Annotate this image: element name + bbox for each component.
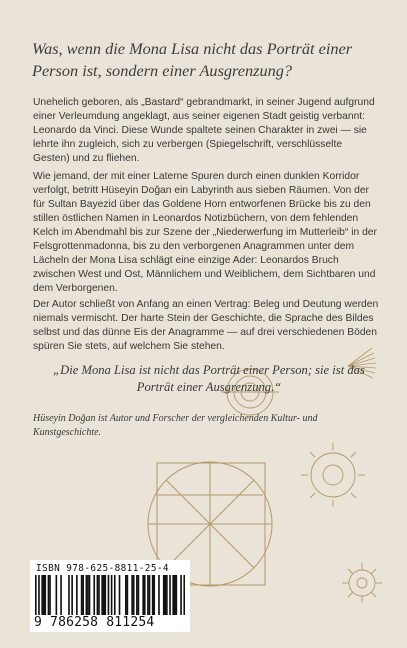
barcode-bar	[108, 575, 110, 615]
barcode-bar	[180, 575, 182, 615]
barcode-bar	[87, 575, 89, 615]
barcode-bar	[114, 575, 116, 615]
barcode-bar	[164, 575, 166, 615]
barcode-bar	[127, 575, 129, 615]
barcode-bar	[133, 575, 135, 615]
headline: Was, wenn die Mona Lisa nicht das Porträt einer Person ist, sondern einer Ausgrenzung?	[32, 39, 353, 80]
barcode-bar	[138, 575, 140, 615]
barcode-bar	[82, 575, 84, 615]
barcode-bar	[163, 575, 165, 615]
barcode-bar	[111, 575, 113, 615]
barcode-bar	[81, 575, 83, 615]
barcode-bar	[71, 575, 73, 615]
barcode-bar	[48, 575, 50, 615]
barcode-bar	[104, 575, 106, 615]
gear-ornament	[342, 563, 382, 603]
barcode-bar	[76, 575, 78, 615]
barcode-bar	[158, 575, 160, 615]
barcode-bars	[35, 575, 185, 615]
barcode-bar	[131, 575, 133, 615]
barcode-bar	[49, 575, 51, 615]
barcode-bar	[152, 575, 154, 615]
barcode-bar	[93, 575, 95, 615]
barcode-bar	[56, 575, 58, 615]
barcode-bar	[103, 575, 105, 615]
barcode-bar	[176, 575, 178, 615]
barcode-bar	[147, 575, 149, 615]
barcode-bar	[68, 575, 70, 615]
barcode-bar	[166, 575, 168, 615]
blurb-paragraph-2: Wie jemand, der mit einer Laterne Spuren durch einen dunklen Korridor verfolgt, betritt Hüseyin Doğan ein Labyrinth aus sieben Räumen. Von der für Sultan Bayezid über das Goldene Horn entworfenen Brücke bis zu den stillen östlichen Namen in Leonardos Notizbüchern, von dem fehlenden Kelch im Abendmahl bis zur Szene der „Niederwerfung im Mutterleib“ in der Felsgrottenmadonna, bis zu den verborgenen Anagrammen unter dem Lächeln der Mona Lisa schlägt eine einzige Ader: Leonardos Bruch zwischen West und Ost, Männlichem und Weiblichem, dem Sichtbaren und dem Verborgenen.	[33, 171, 377, 294]
barcode-bar	[101, 575, 103, 615]
ean-digits: 9 786258 811254	[34, 615, 155, 630]
barcode-bar	[86, 575, 88, 615]
barcode-bar	[97, 575, 99, 615]
barcode-bar	[153, 575, 155, 615]
barcode-bar	[136, 575, 138, 615]
barcode-bar	[183, 575, 185, 615]
barcode-bar	[144, 575, 146, 615]
barcode-bar	[125, 575, 127, 615]
barcode-bar	[142, 575, 144, 615]
barcode-bar	[41, 575, 43, 615]
blurb-paragraph-3: Der Autor schließt von Anfang an einen Vertrag: Beleg und Deutung werden niemals vermischt. Der harte Stein der Geschichte, die Sprache des Bildes selbst und das dünne Eis der Anagramme — auf drei verschiedenen Böden spüren Sie stets, auf welchem Sie stehen.	[33, 299, 379, 352]
barcode-box	[30, 560, 190, 632]
barcode-bar	[43, 575, 45, 615]
barcode-bar	[38, 575, 40, 615]
barcode-bar	[149, 575, 151, 615]
barcode-bar	[119, 575, 121, 615]
barcode-bar	[98, 575, 100, 615]
barcode-bar	[89, 575, 91, 615]
author-note: Hüseyin Doğan ist Autor und Forscher der vergleichenden Kultur- und Kunstgeschichte.	[33, 413, 318, 438]
sun-ornament	[301, 443, 365, 507]
barcode-bar	[60, 575, 62, 615]
barcode-bar	[172, 575, 174, 615]
barcode-bar	[44, 575, 46, 615]
barcode-bar	[35, 575, 37, 615]
isbn-text: ISBN 978-625-8811-25-4	[36, 563, 169, 574]
barcode-bar	[174, 575, 176, 615]
blurb-paragraph-1: Unehelich geboren, als „Bastard“ gebrandmarkt, in seiner Jugend aufgrund einer Verleumdung angeklagt, aus seiner eigenen Stadt geistig verbannt: Leonardo da Vinci. Diese Wunde spaltete seinen Charakter in zwei — sie lehrte ihn zugleich, sich zu verbergen (Spiegelschrift, verschlüsselte Gesten) und zu fliehen.	[33, 97, 375, 164]
pull-quote: „Die Mona Lisa ist nicht das Porträt einer Person; sie ist das Porträt einer Ausgrenzung.“	[53, 363, 365, 394]
barcode-bar	[169, 575, 171, 615]
